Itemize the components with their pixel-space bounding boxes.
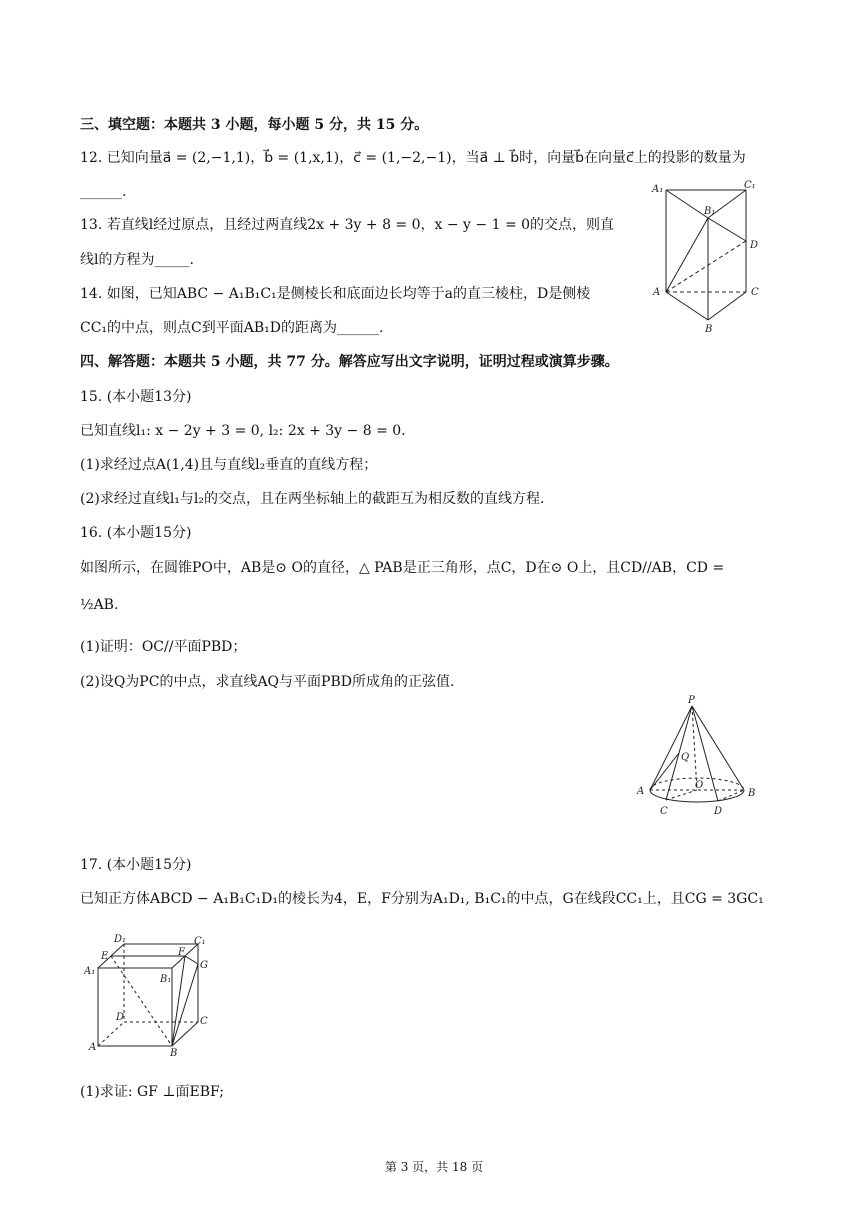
q12-line2: ______. — [80, 184, 127, 200]
label-F: F — [178, 947, 185, 958]
label-B1: B₁ — [704, 206, 716, 217]
label-B1: B₁ — [160, 974, 172, 985]
cone-figure — [632, 690, 762, 820]
label-A: A — [653, 287, 661, 298]
label-E: E — [101, 951, 109, 962]
label-C1: C₁ — [194, 936, 206, 947]
label-C1: C₁ — [744, 180, 756, 191]
page-footer: 第 3 页，共 18 页 — [384, 1160, 484, 1174]
label-D: D — [116, 1012, 125, 1023]
label-D1: D₁ — [114, 934, 127, 945]
q14-line2: CC₁的中点，则点C到平面AB₁D的距离为______. — [80, 320, 384, 336]
q17-stem: 已知正方体ABCD − A₁B₁C₁D₁的棱长为4，E，F分别为A₁D₁, B₁C₁的中点，G在线段CC₁上，且CG = 3GC₁ — [80, 891, 764, 907]
label-A: A — [89, 1042, 97, 1053]
q16-stem2: ½AB. — [80, 597, 119, 613]
label-A: A — [637, 786, 645, 797]
label-D: D — [750, 240, 759, 251]
label-C: C — [660, 806, 668, 817]
label-A1: A₁ — [84, 966, 96, 977]
q13-line2: 线l的方程为_____. — [80, 252, 194, 268]
label-B: B — [705, 324, 713, 335]
q17-part1: (1)求证: GF ⊥面EBF; — [80, 1084, 224, 1100]
label-P: P — [688, 695, 695, 706]
q15-part2: (2)求经过直线l₁与l₂的交点，且在两坐标轴上的截距互为相反数的直线方程. — [80, 491, 545, 507]
q15-header: 15. (本小题13分) — [80, 389, 192, 405]
label-O: O — [695, 780, 704, 791]
q15-stem: 已知直线l₁: x − 2y + 3 = 0, l₂: 2x + 3y − 8 = 0. — [80, 423, 406, 439]
q16-header: 16. (本小题15分) — [80, 525, 192, 541]
label-A1: A₁ — [652, 184, 664, 195]
prism-figure — [648, 178, 768, 338]
cube-figure — [84, 928, 224, 1058]
label-B: B — [170, 1048, 178, 1058]
q16-part1: (1)证明：OC//平面PBD； — [80, 639, 247, 655]
label-G: G — [200, 960, 208, 971]
label-Q: Q — [681, 752, 690, 763]
label-B: B — [748, 788, 756, 799]
q17-header: 17. (本小题15分) — [80, 857, 192, 873]
q15-part1: (1)求经过点A(1,4)且与直线l₂垂直的直线方程； — [80, 457, 378, 473]
label-C: C — [751, 287, 759, 298]
section-4-title: 四、解答题：本题共 5 小题，共 77 分。解答应写出文字说明，证明过程或演算步骤。 — [80, 354, 619, 370]
q12-line1: 12. 已知向量a⃗ = (2,−1,1)，b⃗ = (1,x,1)，c⃗ = (1,−2,−1)，当a⃗ ⊥ b⃗时，向量b⃗在向量c⃗上的投影的数量为 — [80, 150, 746, 166]
q13-line1: 13. 若直线l经过原点，且经过两直线2x + 3y + 8 = 0，x − y − 1 = 0的交点，则直 — [80, 217, 615, 233]
label-C: C — [200, 1016, 208, 1027]
q14-line1: 14. 如图，已知ABC − A₁B₁C₁是侧棱长和底面边长均等于a的直三棱柱，D是侧棱 — [80, 286, 591, 302]
label-D: D — [714, 806, 723, 817]
q16-part2: (2)设Q为PC的中点，求直线AQ与平面PBD所成角的正弦值. — [80, 674, 455, 690]
section-3-title: 三、填空题：本题共 3 小题，每小题 5 分，共 15 分。 — [80, 117, 429, 133]
q16-stem1: 如图所示，在圆锥PO中，AB是⊙ O的直径，△ PAB是正三角形，点C，D在⊙ O上，且CD//AB，CD = — [80, 560, 725, 576]
